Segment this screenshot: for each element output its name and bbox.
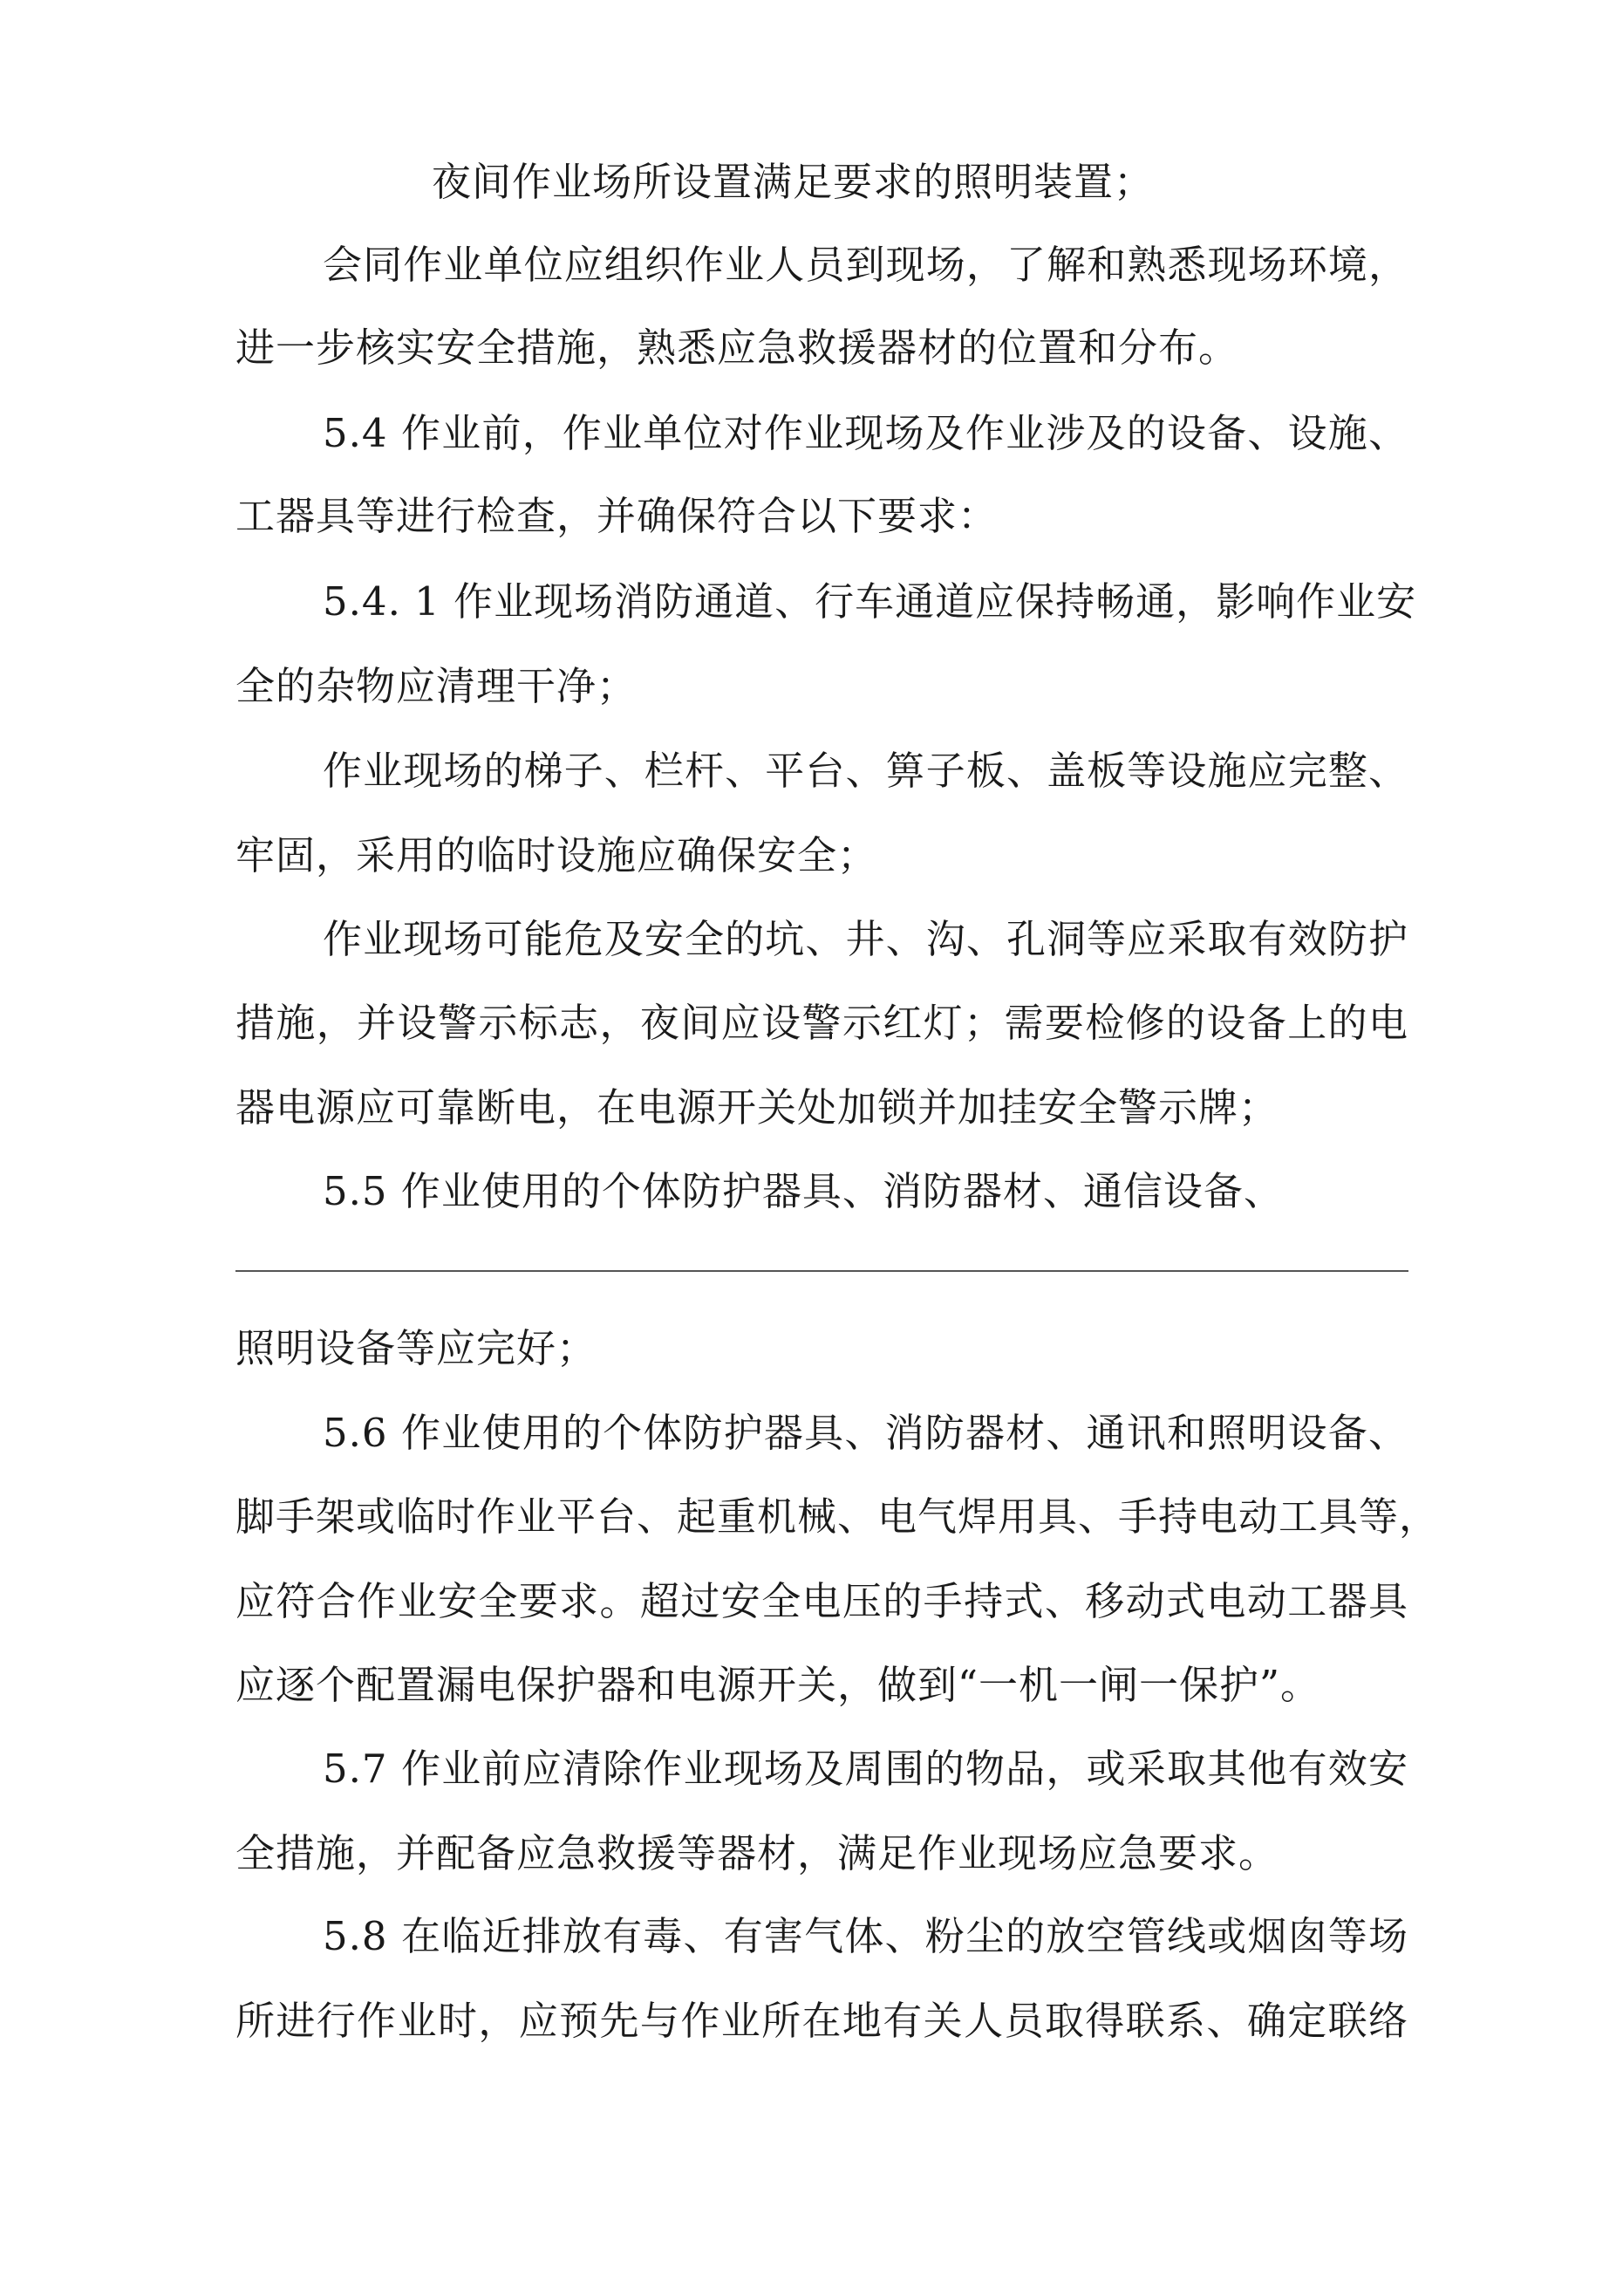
text-line: 措施，并设警示标志，夜间应设警示红灯；需要检修的设备上的电 bbox=[235, 1000, 1408, 1046]
text-line: 5.4. 1 作业现场消防通道、行车通道应保持畅通，影响作业安 bbox=[323, 578, 1417, 625]
text-line: 进一步核实安全措施，熟悉应急救援器材的位置和分布。 bbox=[235, 325, 1239, 371]
text-line: 作业现场的梯子、栏杆、平台、箅子板、盖板等设施应完整、 bbox=[323, 748, 1408, 794]
text-line: 应符合作业安全要求。超过安全电压的手持式、移动式电动工器具 bbox=[235, 1578, 1408, 1624]
text-line: 5.6 作业使用的个体防护器具、消防器材、通讯和照明设备、 bbox=[323, 1410, 1408, 1456]
text-line: 5.5 作业使用的个体防护器具、消防器材、通信设备、 bbox=[323, 1168, 1284, 1214]
text-line: 全措施，并配备应急救援等器材，满足作业现场应急要求。 bbox=[235, 1830, 1279, 1876]
text-line: 5.8 在临近排放有毒、有害气体、粉尘的放空管线或烟囱等场 bbox=[323, 1913, 1408, 1959]
text-line: 5.7 作业前应清除作业现场及周围的物品，或采取其他有效安 bbox=[323, 1746, 1408, 1792]
text-line: 5.4 作业前，作业单位对作业现场及作业涉及的设备、设施、 bbox=[323, 410, 1408, 456]
text-line: 应逐个配置漏电保护器和电源开关，做到“一机一闸一保护”。 bbox=[235, 1662, 1321, 1708]
text-line: 照明设备等应完好； bbox=[235, 1325, 597, 1371]
text-line: 器电源应可靠断电，在电源开关处加锁并加挂安全警示牌； bbox=[235, 1084, 1279, 1131]
text-line: 全的杂物应清理干净； bbox=[235, 663, 638, 709]
text-line: 作业现场可能危及安全的坑、井、沟、孔洞等应采取有效防护 bbox=[323, 916, 1408, 962]
page-divider bbox=[235, 1270, 1408, 1272]
text-line: 所进行作业时，应预先与作业所在地有关人员取得联系、确定联络 bbox=[235, 1998, 1408, 2044]
text-line: 脚手架或临时作业平台、起重机械、电气焊用具、手持电动工具等， bbox=[235, 1493, 1440, 1540]
text-line: 会同作业单位应组织作业人员到现场，了解和熟悉现场环境， bbox=[323, 242, 1408, 288]
text-line: 工器具等进行检查，并确保符合以下要求： bbox=[235, 493, 999, 539]
text-line: 夜间作业场所设置满足要求的照明装置； bbox=[432, 159, 1155, 205]
text-line: 牢固，采用的临时设施应确保安全； bbox=[235, 832, 878, 878]
